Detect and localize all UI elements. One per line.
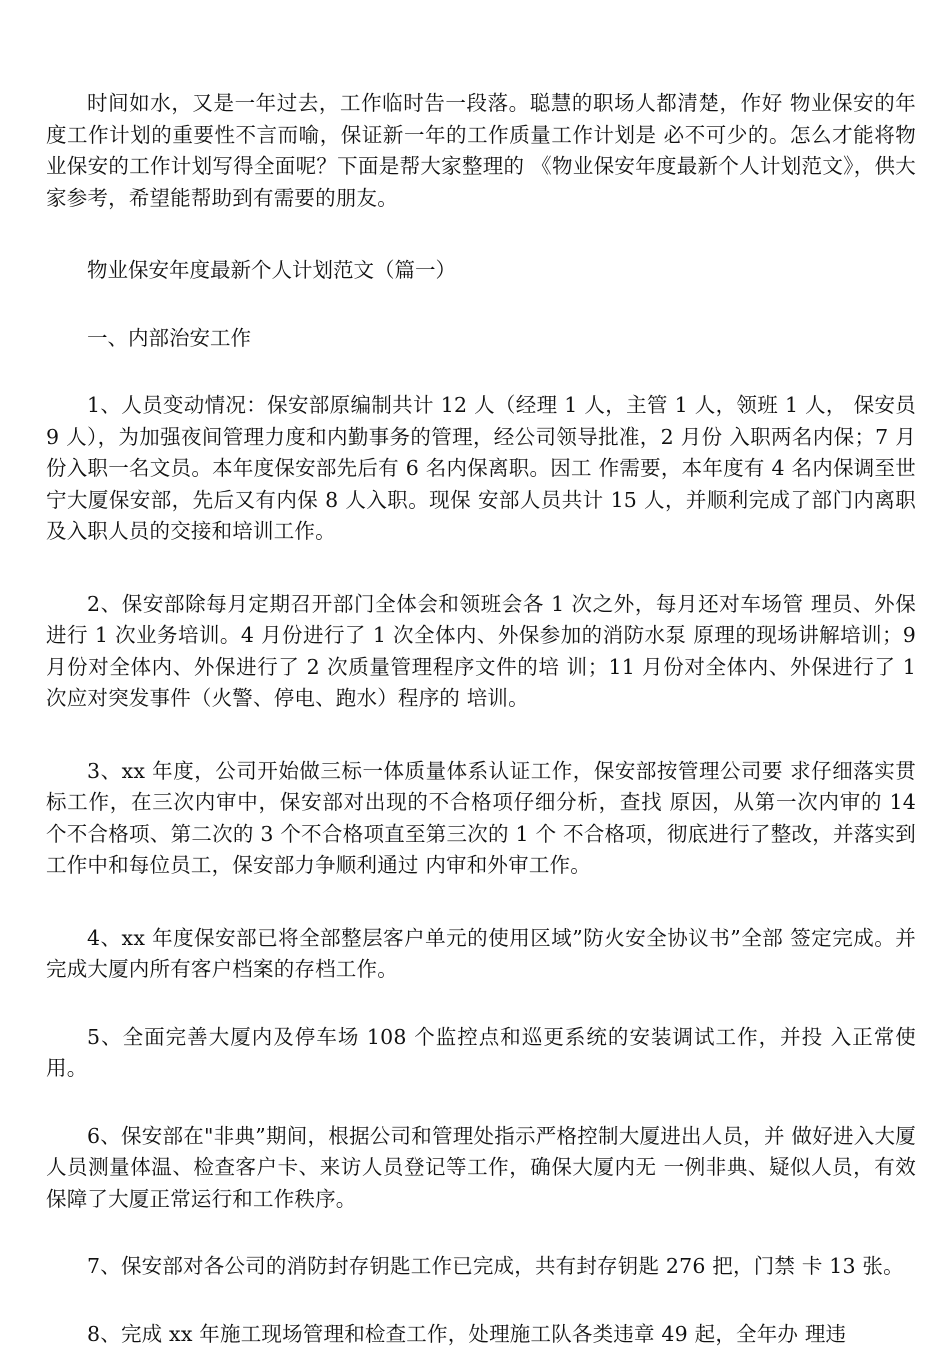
document-title: 物业保安年度最新个人计划范文（篇一） bbox=[46, 255, 916, 287]
paragraph-8: 8、完成 xx 年施工现场管理和检查工作，处理施工队各类违章 49 起，全年办 理违 bbox=[46, 1319, 916, 1350]
section-heading: 一、内部治安工作 bbox=[46, 323, 916, 355]
paragraph-1: 1、人员变动情况：保安部原编制共计 12 人（经理 1 人，主管 1 人，领班 1 人， 保安员 9 人），为加强夜间管理力度和内勤事务的管理，经公司领导批准，2 月份 入职两名内保；7 月份入职一名文员。本年度保安部先后有 6 名内保离职。因工 作需要，本年度有 4 名内保调至世宁大厦保安部，先后又有内保 8 人入职。现保 安部人员共计 15 人，并顺利完成了部门内离职及入职人员的交接和培训工作。 bbox=[46, 390, 916, 548]
paragraph-2: 2、保安部除每月定期召开部门全体会和领班会各 1 次之外，每月还对车场管 理员、外保进行 1 次业务培训。4 月份进行了 1 次全体内、外保参加的消防水泵 原理的现场讲解培训；9 月份对全体内、外保进行了 2 次质量管理程序文件的培 训；11 月份对全体内、外保进行了 1 次应对突发事件（火警、停电、跑水）程序的 培训。 bbox=[46, 589, 916, 715]
paragraph-6: 6、保安部在"非典”期间，根据公司和管理处指示严格控制大厦进出人员，并 做好进入大厦人员测量体温、检查客户卡、来访人员登记等工作，确保大厦内无 一例非典、疑似人员，有效保障了大厦正常运行和工作秩序。 bbox=[46, 1121, 916, 1216]
intro-paragraph: 时间如水，又是一年过去，工作临时告一段落。聪慧的职场人都清楚，作好 物业保安的年度工作计划的重要性不言而喻，保证新一年的工作质量工作计划是 必不可少的。怎么才能将物业保安的工作计划写得全面呢？下面是帮大家整理的 《物业保安年度最新个人计划范文》，供大家参考，希望能帮助到有需要的朋友。 bbox=[46, 88, 916, 214]
paragraph-5: 5、全面完善大厦内及停车场 108 个监控点和巡更系统的安装调试工作，并投 入正常使用。 bbox=[46, 1022, 916, 1085]
paragraph-4: 4、xx 年度保安部已将全部整层客户单元的使用区域”防火安全协议书”全部 签定完成。并完成大厦内所有客户档案的存档工作。 bbox=[46, 923, 916, 986]
paragraph-7: 7、保安部对各公司的消防封存钥匙工作已完成，共有封存钥匙 276 把，门禁 卡 13 张。 bbox=[46, 1251, 916, 1283]
paragraph-3: 3、xx 年度，公司开始做三标一体质量体系认证工作，保安部按管理公司要 求仔细落实贯标工作，在三次内审中，保安部对出现的不合格项仔细分析，查找 原因，从第一次内审的 14 个不合格项、第二次的 3 个不合格项直至第三次的 1 个 不合格项，彻底进行了整改，并落实到工作中和每位员工，保安部力争顺利通过 内审和外审工作。 bbox=[46, 756, 916, 882]
